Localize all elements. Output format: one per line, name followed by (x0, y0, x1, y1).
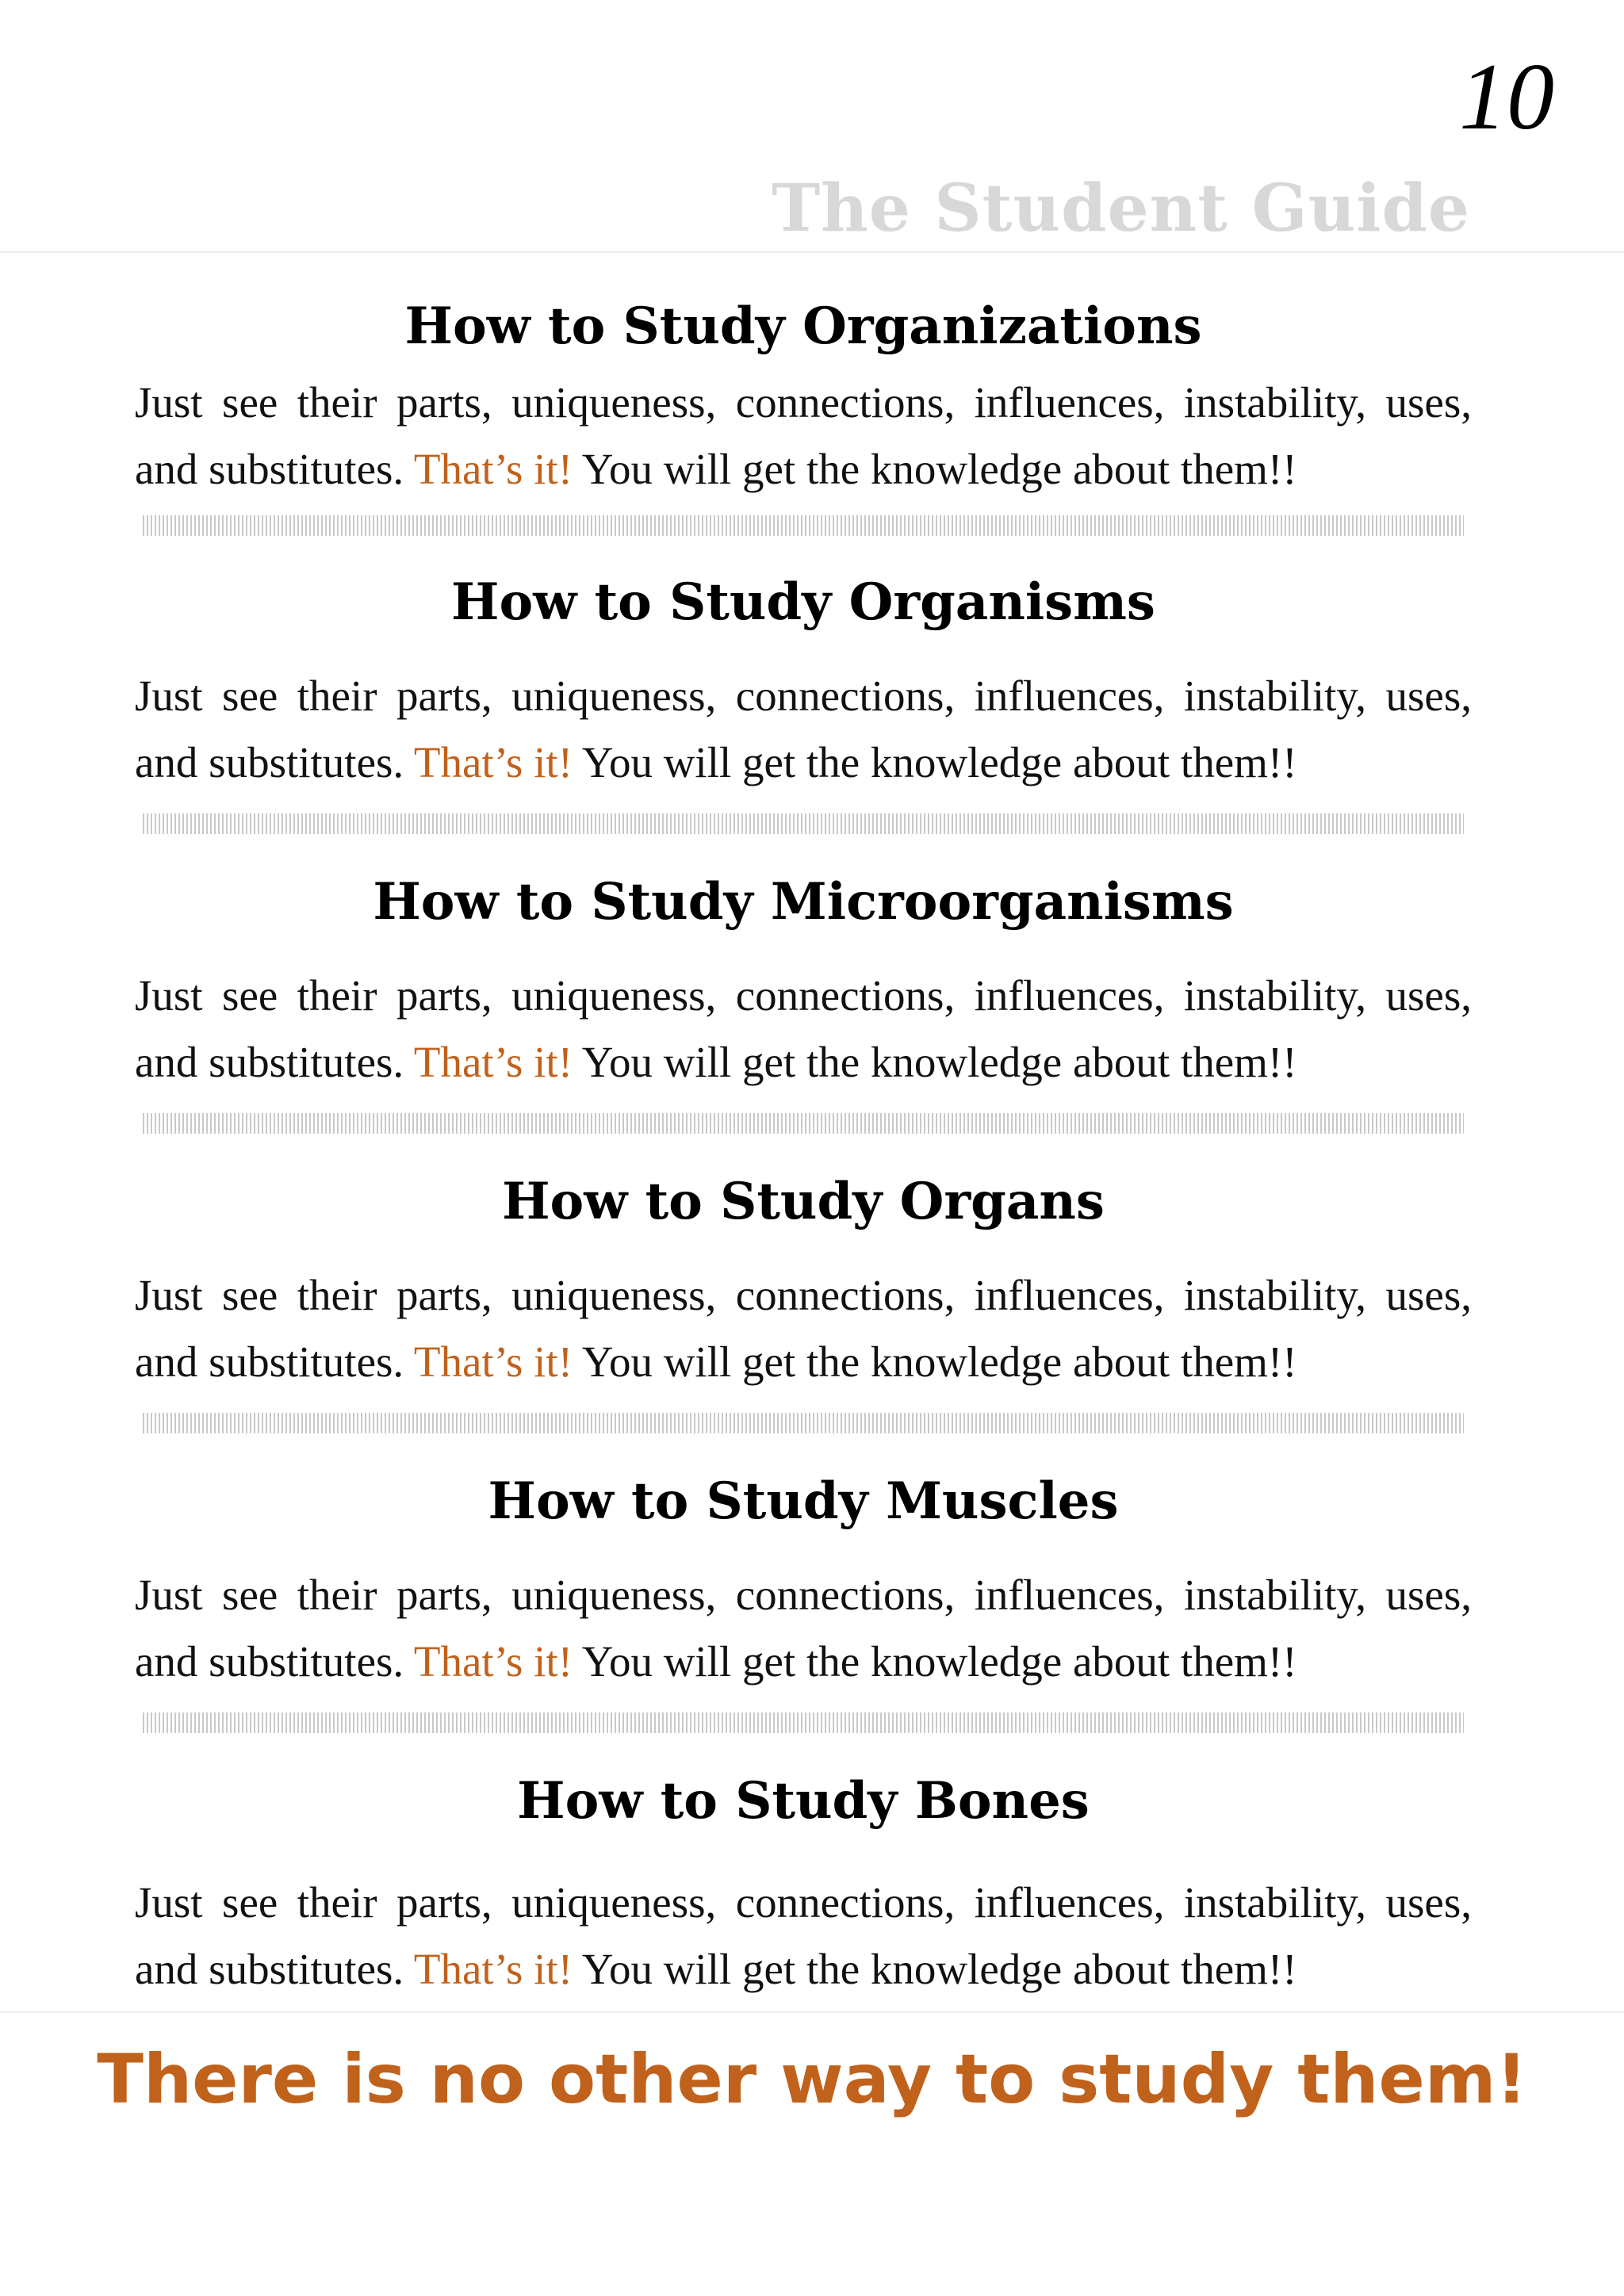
body-text-end: You will get the knowledge about them!! (573, 1337, 1297, 1386)
section-title: How to Study Organizations (404, 297, 1202, 356)
section-title: How to Study Microorganisms (373, 872, 1234, 932)
body-text-end: You will get the knowledge about them!! (573, 1945, 1297, 1993)
body-text-end: You will get the knowledge about them!! (573, 738, 1297, 786)
section-body (135, 1562, 1472, 1695)
hatched-divider (143, 1413, 1464, 1433)
hatched-divider (143, 1113, 1464, 1134)
body-text: Just see their parts, uniqueness, connections, influences, instability, uses, and substitutes. (135, 378, 1472, 493)
body-text-end: You will get the knowledge about them!! (573, 1038, 1297, 1086)
section-title: How to Study Bones (517, 1771, 1090, 1831)
highlight-text: That’s it! (413, 1337, 573, 1386)
section-body (135, 962, 1472, 1096)
section-body (135, 369, 1472, 503)
closing-statement: There is no other way to study them! (97, 2040, 1527, 2119)
section-body (135, 663, 1472, 796)
guide-title: The Student Guide (772, 170, 1470, 247)
highlight-text: That’s it! (413, 1637, 573, 1686)
body-text: Just see their parts, uniqueness, connections, influences, instability, uses, and substitutes. (135, 1878, 1472, 1993)
hatched-divider (143, 1712, 1464, 1733)
section-title: How to Study Organisms (451, 572, 1155, 632)
highlight-text: That’s it! (413, 1945, 573, 1993)
body-text-end: You will get the knowledge about them!! (573, 445, 1297, 493)
body-text: Just see their parts, uniqueness, connections, influences, instability, uses, and substitutes. (135, 1571, 1472, 1686)
section-body (135, 1869, 1472, 2003)
body-text-end: You will get the knowledge about them!! (573, 1637, 1297, 1686)
section-body (135, 1262, 1472, 1395)
highlight-text: That’s it! (413, 445, 573, 493)
hatched-divider (143, 515, 1464, 536)
header-divider (0, 251, 1624, 253)
highlight-text: That’s it! (413, 1038, 573, 1086)
footer-divider (0, 2011, 1624, 2013)
highlight-text: That’s it! (413, 738, 573, 786)
section-title: How to Study Muscles (488, 1471, 1119, 1531)
page-number: 10 (1459, 44, 1554, 149)
section-title: How to Study Organs (502, 1172, 1105, 1231)
body-text: Just see their parts, uniqueness, connections, influences, instability, uses, and substitutes. (135, 971, 1472, 1086)
body-text: Just see their parts, uniqueness, connections, influences, instability, uses, and substitutes. (135, 672, 1472, 786)
hatched-divider (143, 813, 1464, 834)
body-text: Just see their parts, uniqueness, connections, influences, instability, uses, and substitutes. (135, 1271, 1472, 1386)
